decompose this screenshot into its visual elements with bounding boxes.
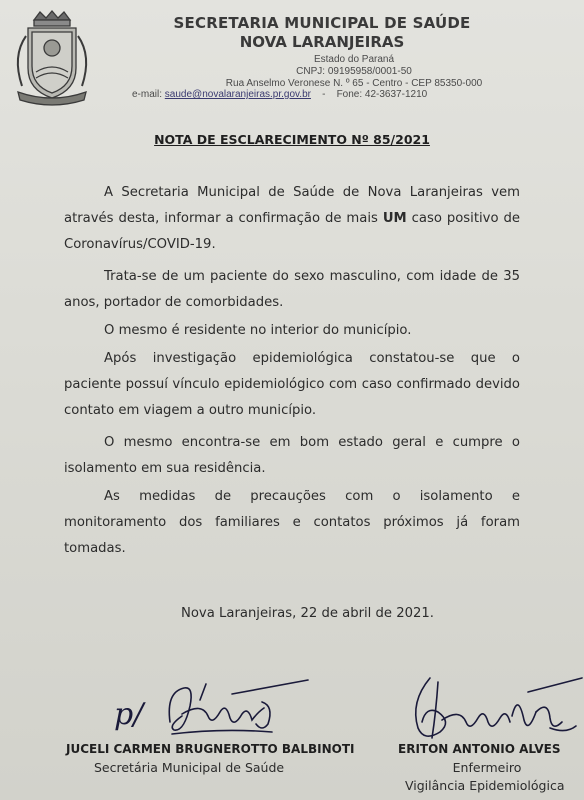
signature-1-role: Secretária Municipal de Saúde	[94, 760, 285, 775]
paragraph-2: Trata-se de um paciente do sexo masculino, com idade de 35 anos, portador de comorbidades.	[64, 269, 520, 310]
header-state: Estado do Paraná	[313, 54, 395, 65]
signature-1-name: JUCELI CARMEN BRUGNEROTTO BALBINOTI	[66, 742, 355, 756]
signature-1-handwriting	[112, 672, 312, 752]
signature-2-role: Enfermeiro	[452, 760, 522, 775]
header-cnpj: CNPJ: 09195958/0001-50	[296, 66, 412, 77]
paragraph-4: Após investigação epidemiológica constatou-se que o paciente possuí vínculo epidemiológico com caso confirmado devido contato em viagem a outro município.	[64, 351, 520, 418]
paragraph-1: A Secretaria Municipal de Saúde de Nova Laranjeiras vem através desta, informar a confirmação de mais UM caso positivo de Coronavírus/COVID-19.	[64, 185, 520, 252]
signature-2-name: ERITON ANTONIO ALVES	[398, 742, 561, 756]
email-link[interactable]: saude@novalaranjeiras.pr.gov.br	[164, 89, 311, 100]
contact-separator: -	[322, 89, 326, 100]
signature-2-department: Vigilância Epidemiológica	[405, 778, 565, 793]
paragraph-1-emphasis: UM	[382, 211, 407, 226]
paragraph-3: O mesmo é residente no interior do município.	[104, 323, 412, 338]
paragraph-5: O mesmo encontra-se em bom estado geral e cumpre o isolamento em sua residência.	[64, 435, 520, 476]
header-address: Rua Anselmo Veronese N. º 65 - Centro - CEP 85350-000	[225, 78, 483, 89]
dateline: Nova Laranjeiras, 22 de abril de 2021.	[181, 606, 434, 621]
signature-1-prefix: p/	[114, 697, 144, 732]
email-label: e-mail:	[132, 89, 163, 100]
header-subtitle: NOVA LARANJEIRAS	[239, 33, 405, 51]
paragraph-6: As medidas de precauções com o isolamento e monitoramento dos familiares e contatos próximos já foram tomadas.	[64, 489, 520, 556]
signature-2-handwriting	[400, 672, 584, 752]
phone-number: Fone: 42-3637-1210	[336, 89, 428, 100]
header-title: SECRETARIA MUNICIPAL DE SAÚDE	[173, 14, 471, 32]
header-contact	[132, 89, 427, 100]
note-title: NOTA DE ESCLARECIMENTO Nº 85/2021	[154, 132, 430, 147]
